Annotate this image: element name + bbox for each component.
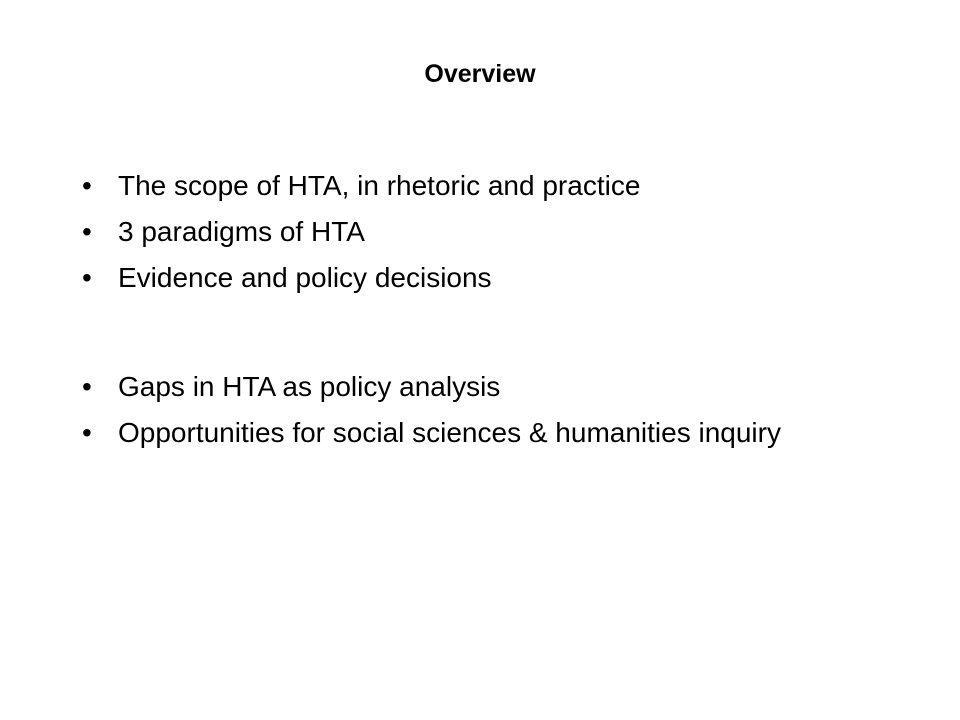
bullet-item-paradigms <box>78 216 838 247</box>
bullet-icon: • <box>82 262 92 293</box>
bullet-text: Opportunities for social sciences & humanities inquiry <box>118 417 781 448</box>
bullet-item-scope <box>78 170 838 201</box>
bullet-text: The scope of HTA, in rhetoric and practice <box>118 170 641 201</box>
bullet-text: Evidence and policy decisions <box>118 262 492 293</box>
bullet-item-opportunities <box>78 417 838 448</box>
bullet-list-group-1 <box>78 170 838 308</box>
bullet-icon: • <box>82 371 92 402</box>
bullet-list-group-2 <box>78 371 838 463</box>
bullet-text: Gaps in HTA as policy analysis <box>118 371 501 402</box>
bullet-icon: • <box>82 216 92 247</box>
bullet-text: 3 paradigms of HTA <box>118 216 365 247</box>
slide-title: Overview <box>424 60 536 88</box>
bullet-icon: • <box>82 170 92 201</box>
bullet-item-gaps <box>78 371 838 402</box>
bullet-item-evidence <box>78 262 838 293</box>
bullet-icon: • <box>82 417 92 448</box>
